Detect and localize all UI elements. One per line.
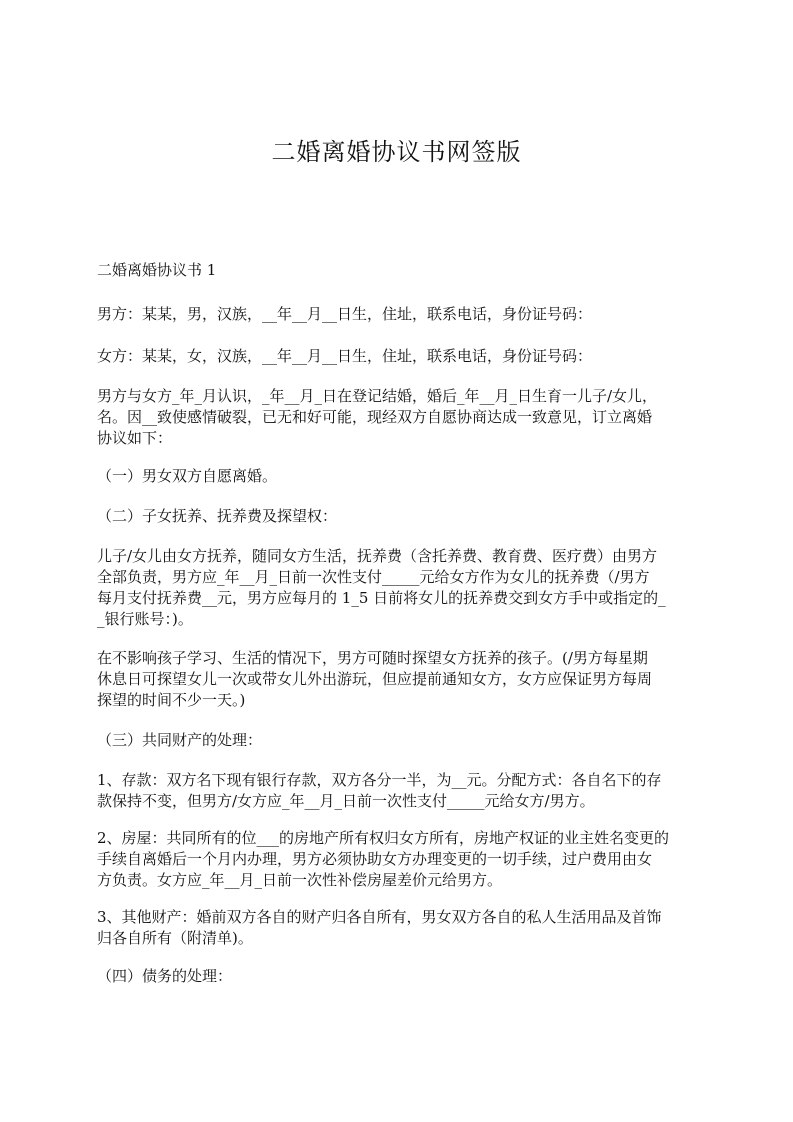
paragraph-line: 款保持不变，但男方/女方应_年__月_日前一次性支付_____元给女方/男方。 [97, 792, 595, 810]
paragraph-line: 全部负责，男方应_年__月_日前一次性支付_____元给女方作为女儿的抚养费（/男方 [97, 568, 650, 586]
section-heading-child-support: （二）子女抚养、抚养费及探望权： [97, 507, 338, 525]
paragraph-line: 名。因__致使感情破裂，已无和好可能，现经双方自愿协商达成一致意见，订立离婚 [97, 408, 653, 426]
visitation-paragraph [97, 648, 697, 711]
section-heading-debt: （四）债务的处理： [97, 967, 233, 985]
paragraph-line: 儿子/女儿由女方抚养，随同女方生活，抚养费（含托养费、教育费、医疗费）由男方 [97, 547, 658, 565]
marriage-background-paragraph [97, 386, 697, 449]
paragraph-line: 3、其他财产：婚前双方各自的财产归各自所有，男女双方各自的私人生活用品及首饰 [97, 908, 662, 926]
female-party-info: 女方：某某，女，汉族，__年__月__日生，住址，联系电话，身份证号码： [97, 347, 593, 365]
section-heading-property: （三）共同财产的处理： [97, 731, 263, 749]
paragraph-line: 探望的时间不少一天。) [97, 691, 246, 709]
paragraph-line: 男方与女方_年_月认识，_年__月_日在登记结婚，婚后_年__月_日生育一儿子/女儿， [97, 387, 658, 405]
deposit-paragraph [97, 770, 697, 812]
paragraph-line: 1、存款：双方名下现有银行存款，双方各分一半，为__元。分配方式：各自名下的存 [97, 771, 662, 789]
paragraph-line: 休息日可探望女儿一次或带女儿外出游玩，但应提前通知女方，女方应保证男方每周 [97, 670, 653, 688]
paragraph-line: 每月支付抚养费__元，男方应每月的 1_5 日前将女儿的抚养费交到女方手中或指定的_ [97, 589, 666, 607]
paragraph-line: 2、房屋：共同所有的位___的房地产所有权归女方所有，房地产权证的业主姓名变更的 [97, 829, 670, 847]
paragraph-line: 方负责。女方应_年__月_日前一次性补偿房屋差价元给男方。 [97, 871, 503, 889]
agreement-heading: 二婚离婚协议书 1 [97, 261, 217, 279]
paragraph-line: _银行账号：)。 [97, 610, 193, 628]
document-title: 二婚离婚协议书网签版 [271, 138, 522, 166]
child-support-paragraph [97, 546, 697, 630]
section-heading-divorce: （一）男女双方自愿离婚。 [97, 467, 278, 485]
male-party-info: 男方：某某，男，汉族，__年__月__日生，住址，联系电话，身份证号码： [97, 305, 593, 323]
paragraph-line: 在不影响孩子学习、生活的情况下，男方可随时探望女方抚养的孩子。(/男方每星期 [97, 649, 648, 667]
paragraph-line: 协议如下： [97, 429, 173, 447]
paragraph-line: 手续自离婚后一个月内办理，男方必须协助女方办理变更的一切手续，过户费用由女 [97, 850, 653, 868]
other-property-paragraph [97, 907, 697, 949]
paragraph-line: 归各自所有（附清单)。 [97, 929, 253, 947]
house-paragraph [97, 828, 697, 891]
